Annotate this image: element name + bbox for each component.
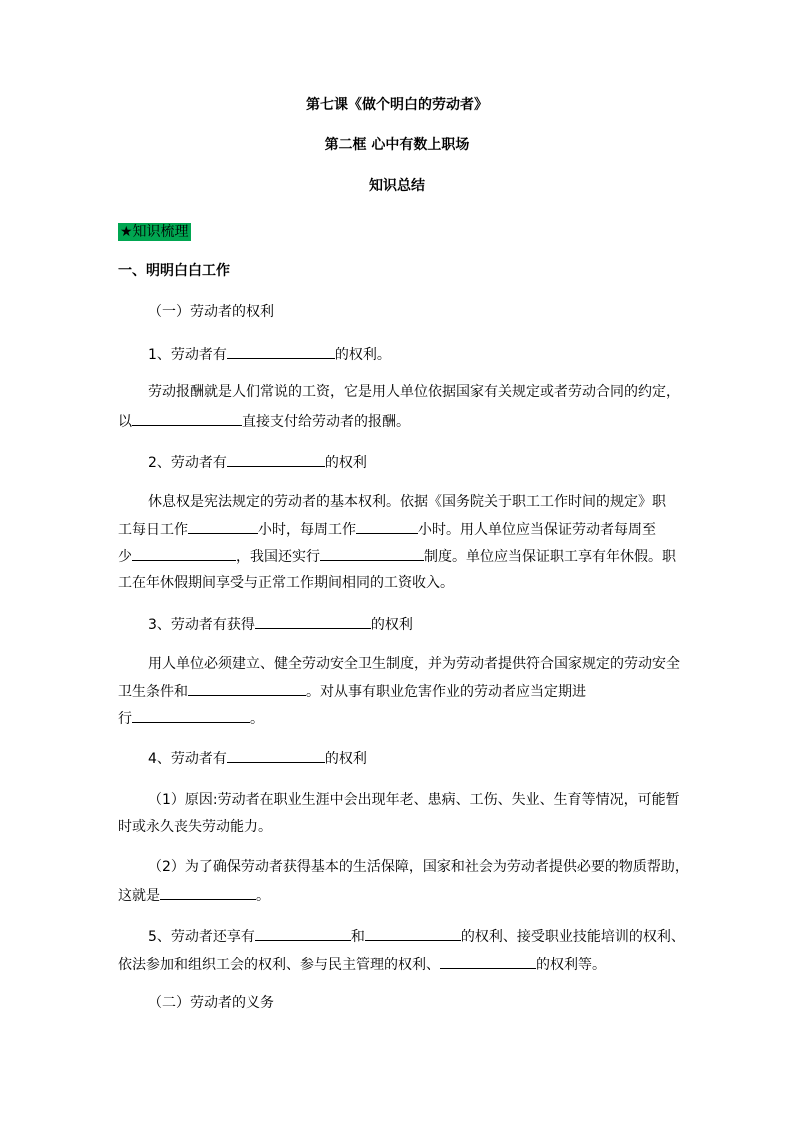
item-1: [148, 344, 391, 365]
paragraph-4b-line-1: （2）为了确保劳动者获得基本的生活保障，国家和社会为劳动者提供必要的物质帮助，: [148, 859, 689, 875]
fill-blank[interactable]: [255, 926, 351, 941]
text-segment: 依法参加和组织工会的权利、参与民主管理的权利、: [118, 957, 440, 973]
fill-blank[interactable]: [160, 885, 256, 900]
item-4-prefix: 4、劳动者有: [148, 751, 227, 767]
fill-blank[interactable]: [320, 546, 424, 561]
fill-blank[interactable]: [132, 708, 250, 723]
paragraph-3-line-1: 用人单位必须建立、健全劳动安全卫生制度，并为劳动者提供符合国家规定的劳动安全: [148, 656, 680, 672]
text-segment: 卫生条件和: [118, 684, 188, 700]
text-segment: ，我国还实行: [236, 549, 320, 565]
text-segment: 小时。用人单位应当保证劳动者每周至: [418, 522, 656, 538]
fill-blank[interactable]: [227, 344, 335, 359]
item-1-prefix: 1、劳动者有: [148, 347, 227, 363]
item-4-suffix: 的权利: [324, 751, 367, 767]
fill-blank[interactable]: [188, 681, 306, 696]
paragraph-4a-line-1: （1）原因:劳动者在职业生涯中会出现年老、患病、工伤、失业、生育等情况，可能暂: [148, 792, 680, 808]
item-4: [148, 748, 367, 769]
paragraph-4b-line-2: [118, 885, 270, 906]
text-segment: 的权利等。: [536, 957, 606, 973]
paragraph-1-line-1: 劳动报酬就是人们常说的工资，它是用人单位依据国家有关规定或者劳动合同的约定，: [148, 384, 680, 400]
heading-1: 一、明明白白工作: [118, 263, 230, 279]
paragraph-3-line-2: [118, 681, 586, 702]
fill-blank[interactable]: [227, 748, 325, 763]
item-3-suffix: 的权利: [370, 617, 413, 633]
paragraph-3-line-3: [118, 708, 264, 729]
item-3: [148, 614, 413, 635]
fill-blank[interactable]: [365, 926, 461, 941]
text-segment: 。: [256, 888, 270, 904]
paragraph-1-line-2: [118, 411, 410, 432]
subheading-rights: （一）劳动者的权利: [148, 304, 274, 320]
text-segment: 。对从事有职业危害作业的劳动者应当定期进: [306, 684, 586, 700]
item-2-suffix: 的权利: [324, 455, 367, 471]
item-3-prefix: 3、劳动者有获得: [148, 617, 255, 633]
fill-blank[interactable]: [440, 954, 536, 969]
text-segment: 少: [118, 549, 132, 565]
text-segment: 。: [250, 711, 264, 727]
text-segment: 直接支付给劳动者的报酬。: [242, 414, 410, 430]
item-5-line-2: [118, 954, 606, 975]
paragraph-2-line-4: 工在年休假期间享受与正常工作期间相同的工资收入。: [118, 575, 454, 591]
fill-blank[interactable]: [255, 614, 371, 629]
text-segment: 小时，每周工作: [258, 522, 356, 538]
paragraph-2-line-3: [118, 546, 676, 567]
text-segment: 5、劳动者还享有: [148, 929, 255, 945]
paragraph-4a-line-2: 时或永久丧失劳动能力。: [118, 819, 272, 835]
text-segment: 行: [118, 711, 132, 727]
badge-label: ★知识梳理: [120, 224, 189, 240]
item-2-prefix: 2、劳动者有: [148, 455, 227, 471]
lesson-subtitle: 第二框 心中有数上职场: [324, 137, 470, 153]
fill-blank[interactable]: [188, 519, 258, 534]
text-segment: 这就是: [118, 888, 160, 904]
text-segment: 以: [118, 414, 132, 430]
lesson-title: 第七课《做个明白的劳动者》: [306, 97, 488, 113]
fill-blank[interactable]: [132, 411, 242, 426]
section-title: 知识总结: [369, 178, 425, 194]
item-1-suffix: 的权利。: [334, 347, 391, 363]
fill-blank[interactable]: [356, 519, 418, 534]
text-segment: 制度。单位应当保证职工享有年休假。职: [424, 549, 676, 565]
paragraph-2-line-2: [118, 519, 656, 540]
knowledge-badge: [118, 222, 191, 242]
text-segment: 工每日工作: [118, 522, 188, 538]
paragraph-2-line-1: 休息权是宪法规定的劳动者的基本权利。依据《国务院关于职工工作时间的规定》职: [148, 494, 666, 510]
item-5-line-1: [148, 926, 685, 947]
subheading-duties: （二）劳动者的义务: [148, 995, 274, 1011]
item-2: [148, 452, 367, 473]
fill-blank[interactable]: [132, 546, 236, 561]
text-segment: 和: [350, 929, 365, 945]
fill-blank[interactable]: [227, 452, 325, 467]
text-segment: 的权利、接受职业技能培训的权利、: [460, 929, 685, 945]
